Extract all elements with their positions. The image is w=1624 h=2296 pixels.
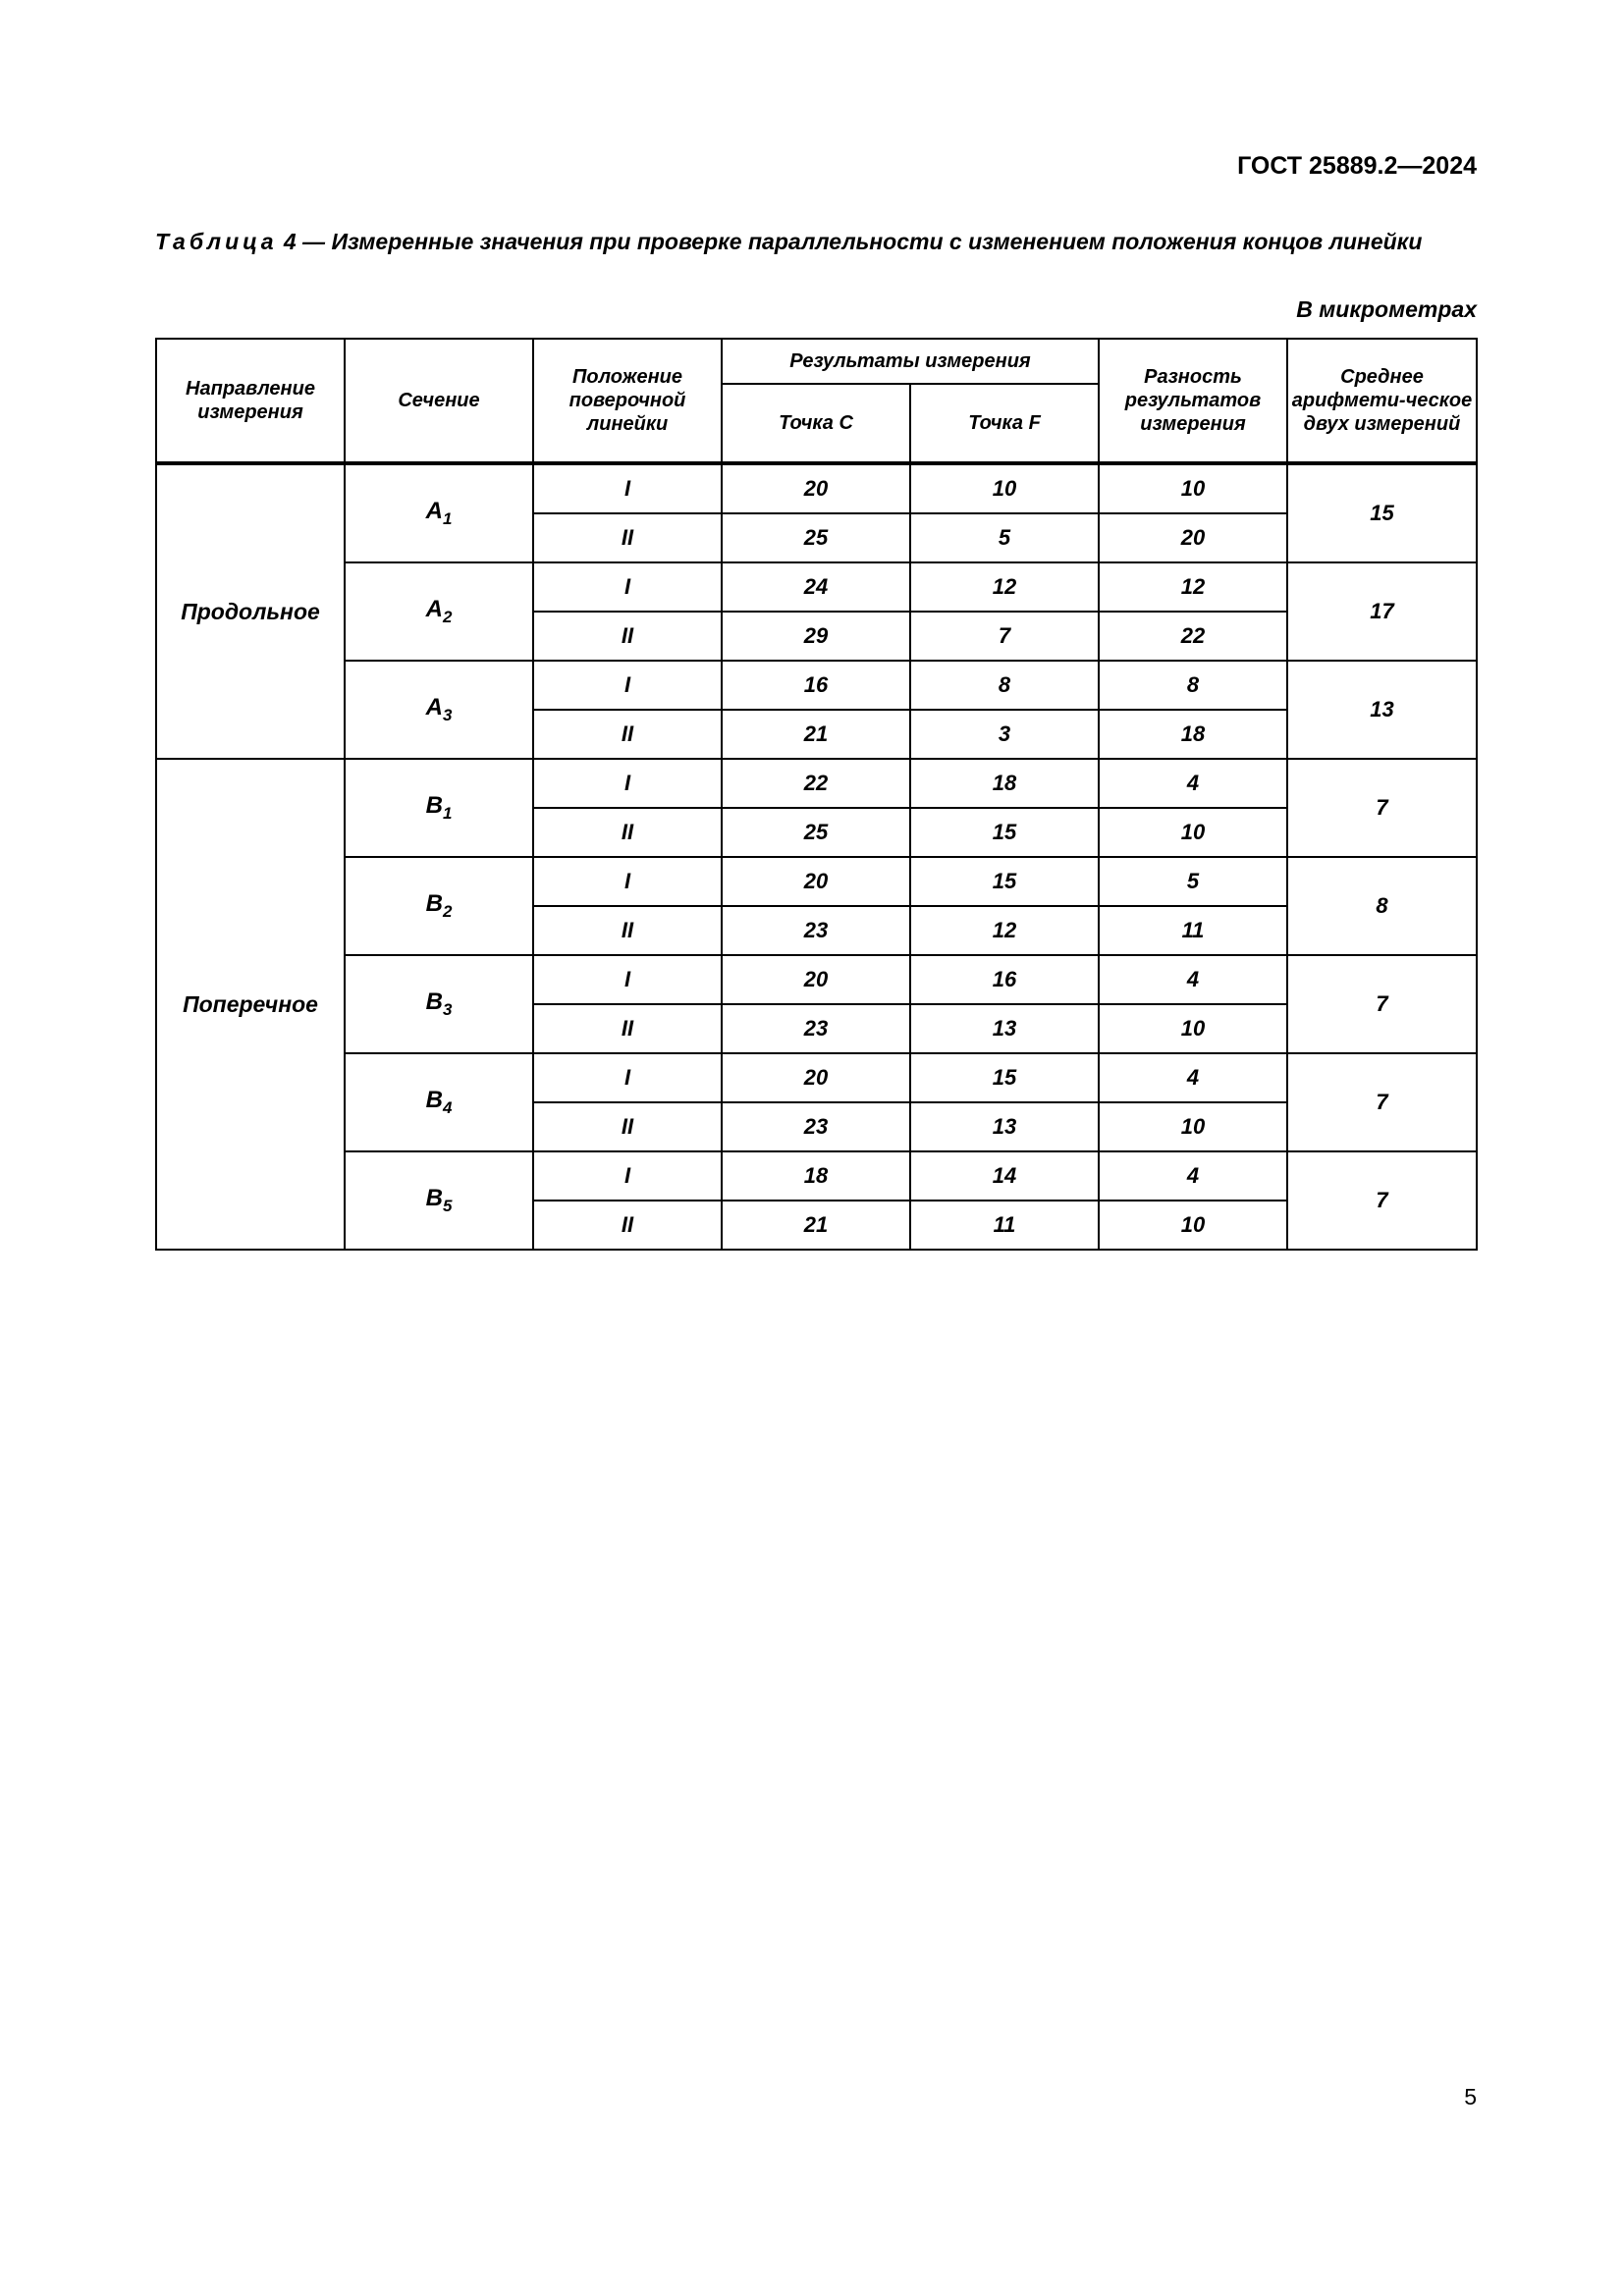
- ruler-position-cell: I: [533, 562, 722, 612]
- point-c-cell: 23: [722, 1004, 910, 1053]
- ruler-position-cell: II: [533, 513, 722, 562]
- header-section: Сечение: [345, 339, 533, 463]
- table-row: [156, 759, 1477, 808]
- point-f-cell: 11: [910, 1201, 1099, 1250]
- section-cell: [345, 463, 533, 562]
- header-difference: Разность результатов измерения: [1099, 339, 1287, 463]
- section-cell: [345, 1151, 533, 1250]
- difference-cell: 4: [1099, 1053, 1287, 1102]
- point-c-cell: 23: [722, 1102, 910, 1151]
- section-name: B: [425, 1087, 443, 1113]
- section-name: B: [425, 792, 443, 819]
- section-index: 2: [442, 902, 453, 921]
- table-caption: [155, 228, 1478, 256]
- ruler-position-cell: I: [533, 955, 722, 1004]
- section-cell: [345, 1053, 533, 1151]
- mean-cell: 15: [1287, 463, 1477, 562]
- direction-cell: Поперечное: [156, 759, 345, 1250]
- ruler-position-cell: II: [533, 612, 722, 661]
- document-id: ГОСТ 25889.2—2024: [1237, 152, 1477, 180]
- point-f-cell: 10: [910, 463, 1099, 513]
- header-ruler-position: Положение поверочной линейки: [533, 339, 722, 463]
- header-results: Результаты измерения: [722, 339, 1099, 384]
- ruler-position-cell: I: [533, 1151, 722, 1201]
- point-c-cell: 25: [722, 513, 910, 562]
- point-f-cell: 3: [910, 710, 1099, 759]
- point-f-cell: 15: [910, 857, 1099, 906]
- section-index: 1: [442, 804, 453, 823]
- point-f-cell: 8: [910, 661, 1099, 710]
- difference-cell: 4: [1099, 955, 1287, 1004]
- difference-cell: 22: [1099, 612, 1287, 661]
- section-index: 1: [442, 509, 453, 528]
- section-index: 5: [442, 1197, 453, 1215]
- difference-cell: 11: [1099, 906, 1287, 955]
- difference-cell: 18: [1099, 710, 1287, 759]
- measurements-table: [155, 338, 1478, 1251]
- section-cell: [345, 661, 533, 759]
- point-c-cell: 29: [722, 612, 910, 661]
- section-index: 3: [442, 706, 453, 724]
- point-f-cell: 16: [910, 955, 1099, 1004]
- ruler-position-cell: II: [533, 710, 722, 759]
- difference-cell: 10: [1099, 1102, 1287, 1151]
- difference-cell: 10: [1099, 808, 1287, 857]
- point-f-cell: 13: [910, 1102, 1099, 1151]
- table-row: [156, 661, 1477, 710]
- section-name: B: [425, 1185, 443, 1211]
- point-c-cell: 21: [722, 710, 910, 759]
- point-c-cell: 24: [722, 562, 910, 612]
- section-cell: [345, 857, 533, 955]
- header-mean: Среднее арифмети-ческое двух измерений: [1287, 339, 1477, 463]
- point-c-cell: 20: [722, 1053, 910, 1102]
- ruler-position-cell: I: [533, 1053, 722, 1102]
- caption-text: 4 — Измеренные значения при проверке параллельности с изменением положения концов линейки: [277, 229, 1423, 254]
- difference-cell: 20: [1099, 513, 1287, 562]
- point-f-cell: 14: [910, 1151, 1099, 1201]
- point-f-cell: 15: [910, 1053, 1099, 1102]
- point-f-cell: 12: [910, 906, 1099, 955]
- section-name: B: [425, 890, 443, 917]
- mean-cell: 7: [1287, 759, 1477, 857]
- table-group: [156, 759, 1477, 1250]
- point-c-cell: 20: [722, 857, 910, 906]
- point-c-cell: 25: [722, 808, 910, 857]
- point-c-cell: 18: [722, 1151, 910, 1201]
- section-name: A: [425, 498, 443, 524]
- section-name: B: [425, 988, 443, 1015]
- difference-cell: 5: [1099, 857, 1287, 906]
- difference-cell: 4: [1099, 1151, 1287, 1201]
- difference-cell: 10: [1099, 463, 1287, 513]
- point-c-cell: 20: [722, 463, 910, 513]
- point-f-cell: 18: [910, 759, 1099, 808]
- table-row: [156, 562, 1477, 612]
- table-header: [156, 339, 1477, 463]
- section-index: 3: [442, 1000, 453, 1019]
- mean-cell: 13: [1287, 661, 1477, 759]
- page-number: 5: [1464, 2084, 1477, 2109]
- header-direction: Направление измерения: [156, 339, 345, 463]
- ruler-position-cell: I: [533, 759, 722, 808]
- ruler-position-cell: I: [533, 857, 722, 906]
- mean-cell: 8: [1287, 857, 1477, 955]
- ruler-position-cell: II: [533, 808, 722, 857]
- table-row: [156, 857, 1477, 906]
- section-index: 2: [442, 608, 453, 626]
- point-c-cell: 21: [722, 1201, 910, 1250]
- units-note: В микрометрах: [1296, 296, 1477, 322]
- section-cell: [345, 759, 533, 857]
- section-name: A: [425, 596, 443, 622]
- point-f-cell: 12: [910, 562, 1099, 612]
- table-row: [156, 463, 1477, 513]
- point-f-cell: 15: [910, 808, 1099, 857]
- caption-label: Таблица: [155, 229, 278, 254]
- table-group: [156, 463, 1477, 759]
- mean-cell: 7: [1287, 1053, 1477, 1151]
- difference-cell: 10: [1099, 1004, 1287, 1053]
- direction-cell: Продольное: [156, 463, 345, 759]
- ruler-position-cell: II: [533, 906, 722, 955]
- difference-cell: 12: [1099, 562, 1287, 612]
- section-cell: [345, 562, 533, 661]
- section-name: A: [425, 694, 443, 721]
- point-c-cell: 16: [722, 661, 910, 710]
- table-row: [156, 1053, 1477, 1102]
- mean-cell: 7: [1287, 955, 1477, 1053]
- section-cell: [345, 955, 533, 1053]
- difference-cell: 10: [1099, 1201, 1287, 1250]
- ruler-position-cell: I: [533, 463, 722, 513]
- point-f-cell: 13: [910, 1004, 1099, 1053]
- point-c-cell: 22: [722, 759, 910, 808]
- point-f-cell: 7: [910, 612, 1099, 661]
- ruler-position-cell: II: [533, 1102, 722, 1151]
- ruler-position-cell: II: [533, 1004, 722, 1053]
- section-index: 4: [442, 1098, 453, 1117]
- ruler-position-cell: II: [533, 1201, 722, 1250]
- point-c-cell: 23: [722, 906, 910, 955]
- header-point-c: Точка C: [722, 384, 910, 463]
- header-point-f: Точка F: [910, 384, 1099, 463]
- difference-cell: 8: [1099, 661, 1287, 710]
- point-f-cell: 5: [910, 513, 1099, 562]
- ruler-position-cell: I: [533, 661, 722, 710]
- table-row: [156, 955, 1477, 1004]
- table-row: [156, 1151, 1477, 1201]
- mean-cell: 17: [1287, 562, 1477, 661]
- mean-cell: 7: [1287, 1151, 1477, 1250]
- difference-cell: 4: [1099, 759, 1287, 808]
- point-c-cell: 20: [722, 955, 910, 1004]
